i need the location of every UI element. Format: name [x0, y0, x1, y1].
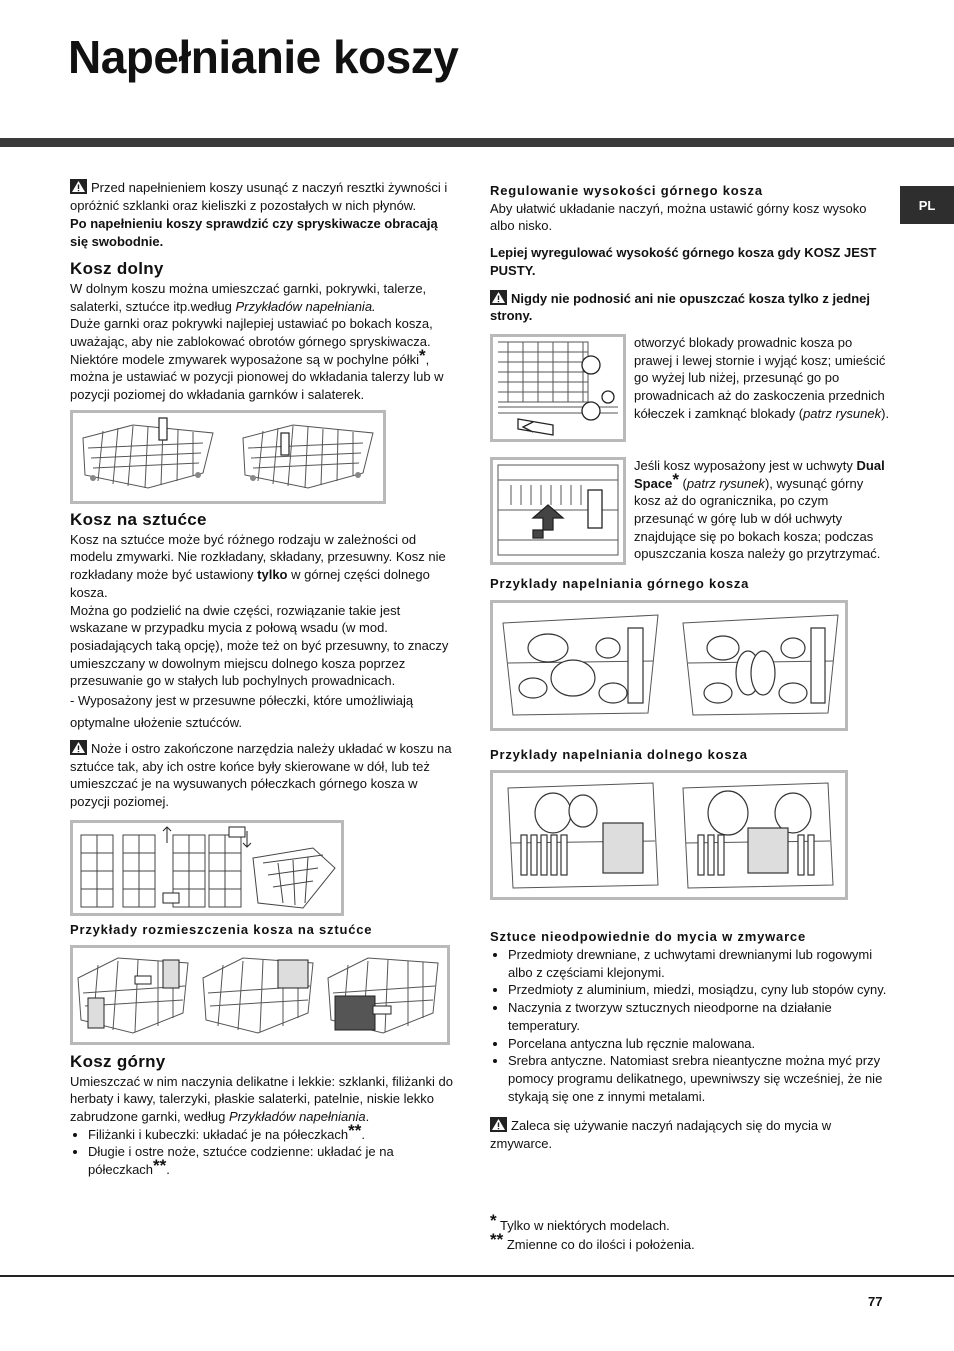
kosz-sztucce-p2: Można go podzielić na dwie części, rozwiązanie takie jest wskazane w przypadku mycia z połową wsadu (w mod. posiadających taką opcję), może też on być przesuwny, to znaczy umieszczany w dowolnym miejscu dolnego kosza poprzez przesuwanie go w stałych lub pochylnych prowadnicach. [70, 602, 449, 689]
upper-basket-load-illustration [493, 603, 845, 728]
nieodpowiednie-warning: Zaleca się używanie naczyń nadających się do mycia w zmywarce. [490, 1118, 832, 1152]
rack-lock-illustration [493, 337, 623, 439]
kosz-dolny-p3: Niektóre modele zmywarek wyposażone są w pochylne półki*, można je ustawiać w pozycji pionowej do wkładania talerzy lub w pozycji poziomej do wkładania garnków i salaterek. [70, 345, 444, 403]
page-number: 77 [868, 1294, 883, 1309]
footnotes [490, 1211, 695, 1254]
heading-kosz-gorny: Kosz górny [70, 1051, 166, 1071]
adjust-figure-1 [490, 334, 626, 442]
regulacja-warning: Nigdy nie podnosić ani nie opuszczać kosza tylko z jednej strony. [490, 290, 871, 324]
footer-rule [0, 1275, 954, 1277]
lower-basket-load-illustration [493, 773, 845, 897]
cutlery-caption: Przykłady rozmieszczenia kosza na sztućce [70, 921, 373, 937]
lower-load-figure [490, 770, 848, 900]
upper-load-figure [490, 600, 848, 731]
list-item: • Długie i ostre noże, sztućce codzienne: układać je na półeczkach**. [88, 1143, 454, 1178]
heading-regulacja: Regulowanie wysokości górnego kosza [490, 183, 763, 198]
language-tab: PL [900, 186, 954, 224]
adjust-text-1: otworzyć blokady prowadnic kosza po prawej i lewej stornie i wyjąć kosz; umieścić go wyżej lub niżej, przesunąć go po prowadnicach aż do zaskoczenia przednich kółeczek i zamknąć blokady (patrz rysunek). [634, 334, 890, 421]
warning-icon [70, 740, 87, 755]
cutlery-placement-figure [70, 945, 450, 1045]
adjust-text-2: Jeśli kosz wyposażony jest w uchwyty Dual Space* (patrz rysunek), wysunąć górny kosz aż do ogranicznika, po czym przesunąć w górę lub w dół uchwyty znajdujące się po bokach kosza; podczas opuszczania kosza należy go przytrzymać. [634, 457, 885, 562]
cutlery-basket-illustration [73, 823, 341, 913]
caption-dolny: Przyklady napelniania dolnego kosza [490, 746, 748, 762]
footnote: * Tylko w niektórych modelach. [490, 1211, 670, 1233]
header-rule [0, 138, 954, 147]
heading-nieodpowiednie: Sztuce nieodpowiednie do mycia w zmywarce [490, 929, 806, 945]
warning-icon [490, 1117, 507, 1132]
nieodpowiednie-list [490, 946, 890, 1105]
dual-space-illustration [493, 460, 623, 562]
kosz-sztucce-p3: - Wyposażony jest w przesuwne półeczki, które umożliwiają optymalne ułożenie sztućców. [70, 693, 414, 731]
lower-basket-figure [70, 410, 386, 504]
kosz-dolny-p1: W dolnym koszu można umieszczać garnki, pokrywki, talerze, salaterki, sztućce itp.według Przykładów napełniania. [70, 280, 427, 314]
adjust-block-2 [490, 457, 890, 565]
lower-basket-illustration [73, 413, 383, 501]
list-item: • Filiżanki i kubeczki: układać je na półeczkach**. [88, 1126, 454, 1144]
kosz-sztucce-warning: Noże i ostro zakończone narzędzia należy układać w koszu na sztućce tak, aby ich ostre końce były skierowane w dół, lub też umieszczać je na wysuwanych półeczkach górnego kosza w pozycji poziomej. [70, 741, 452, 810]
list-item: • Srebra antyczne. Natomiast srebra nieantyczne można myć przy pomocy programu delikatnego, upewniwszy się wcześniej, że nie stykają się one z innymi metalami. [508, 1052, 890, 1105]
cutlery-placement-illustration [73, 948, 447, 1042]
warning-icon [490, 290, 507, 305]
left-column [70, 179, 454, 1179]
regulacja-p1: Aby ułatwić układanie naczyń, można ustawić górny kosz wysoko albo nisko. [490, 200, 867, 234]
list-item: • Przedmioty drewniane, z uchwytami drewnianymi lub rogowymi albo z częściami klejonymi. [508, 946, 890, 981]
kosz-gorny-p1: Umieszczać w nim naczynia delikatne i lekkie: szklanki, filiżanki do herbaty i kawy, talerzyki, płaskie salaterki, patelnie, niskie lekko zabrudzone garnki, według Przykładów napełniania. [70, 1073, 453, 1124]
intro-text: Przed napełnieniem koszy usunąć z naczyń resztki żywności i opróżnić szklanki oraz kieliszki z pozostałych w nich płynów. [70, 180, 448, 213]
cutlery-basket-figure [70, 820, 344, 916]
kosz-dolny-p2: Duże garnki oraz pokrywki najlepiej ustawiać po bokach kosza, uważając, aby nie zablokować obrotów górnego spryskiwacza. [70, 316, 433, 349]
list-item: • Porcelana antyczna lub ręcznie malowana. [508, 1035, 890, 1053]
list-item: • Przedmioty z aluminium, miedzi, mosiądzu, cyny lub stopów cyny. [508, 981, 890, 999]
kosz-sztucce-p1: Kosz na sztućce może być różnego rodzaju w zależności od modelu zmywarki. Nie rozkładany, składany, przesuwny. Kosz nie rozkładany może być ustawiony tylko w górnej części dolnego kosza. [70, 531, 446, 600]
footnote: ** Zmienne co do ilości i położenia. [490, 1230, 695, 1252]
right-column [490, 182, 890, 1153]
list-item: • Naczynia z tworzyw sztucznych nieodporne na działanie temperatury. [508, 999, 890, 1034]
page-title: Napełnianie koszy [68, 31, 459, 83]
adjust-figure-2 [490, 457, 626, 565]
heading-kosz-dolny: Kosz dolny [70, 258, 164, 278]
heading-kosz-sztucce: Kosz na sztućce [70, 509, 207, 529]
regulacja-bold: Lepiej wyregulować wysokość górnego kosza gdy KOSZ JEST PUSTY. [490, 245, 877, 278]
intro-bold: Po napełnieniu koszy sprawdzić czy spryskiwacze obracają się swobodnie. [70, 216, 438, 250]
kosz-gorny-list [70, 1120, 454, 1179]
caption-gorny: Przyklady napelniania górnego kosza [490, 575, 750, 591]
adjust-block-1 [490, 334, 890, 442]
warning-icon [70, 179, 87, 194]
